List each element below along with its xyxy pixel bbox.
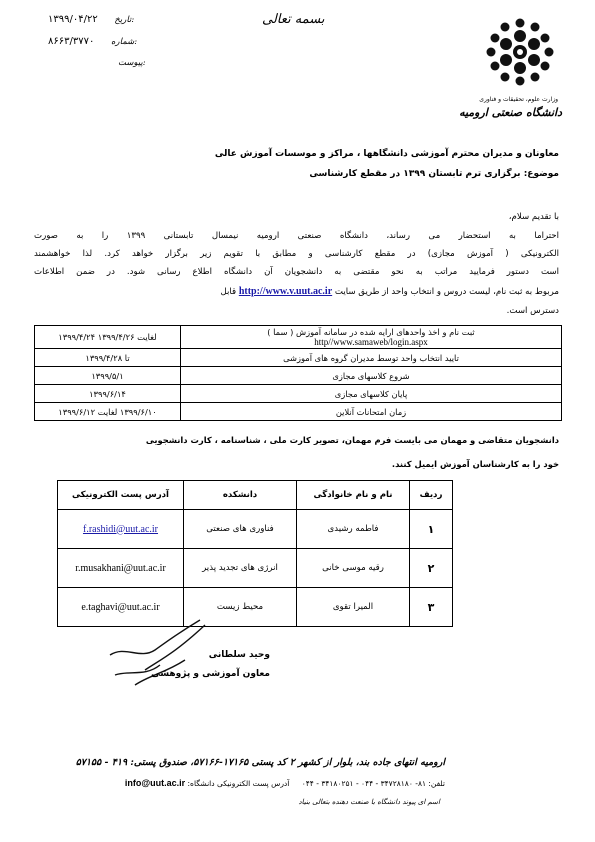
subject: موضوع: برگزاری ترم تابستان ۱۳۹۹ در مقطع کارشناسی xyxy=(309,169,559,179)
footer-motto: اسم ای پیوند دانشگاه با صنعت دهنده بتعالی بنیاد xyxy=(298,798,440,806)
date-row xyxy=(48,14,134,25)
schedule-desc: زمان امتحانات آنلاین xyxy=(181,403,562,421)
body-line-1: احتراما به استحضار می رساند، دانشگاه صنعتی ارومیه نیمسال تابستانی ۱۳۹۹ را به صورت xyxy=(34,231,559,241)
body-line-4-text: مربوط به ثبت نام، لیست دروس و انتخاب واحد از طریق سایت xyxy=(334,287,559,297)
footer-phone: تلفن: ۸۱- ۳۴۷۲۸۱۸۰ - ۰۴۴ - ۳۴۱۸۰۲۵۱ - ۰۴۴ xyxy=(301,779,445,788)
cell-name: المیرا تقوی xyxy=(297,588,410,627)
cell-faculty: محیط زیست xyxy=(184,588,297,627)
table-row xyxy=(58,510,453,549)
number-value: ۸۶۶۳/۳۷۷۰ xyxy=(48,36,95,47)
university-logo xyxy=(458,18,562,128)
cell-row-number: ۱ xyxy=(410,510,453,549)
schedule-desc: پایان کلاسهای مجازی xyxy=(181,385,562,403)
email-text: r.musakhani@uut.ac.ir xyxy=(75,562,166,574)
schedule-desc: تایید انتخاب واحد توسط مدیران گروه های آموزشی xyxy=(181,349,562,367)
cell-faculty: انرژی های تجدید پذیر xyxy=(184,549,297,588)
cell-row-number: ۳ xyxy=(410,588,453,627)
body-line-4-suffix: قابل xyxy=(220,287,237,297)
date-label: تاریخ: xyxy=(114,15,135,25)
recipients: معاونان و مدیران محترم آموزشی دانشگاهها ، مراکز و موسسات آموزش عالی xyxy=(214,149,559,159)
contacts-table xyxy=(57,480,453,627)
col-header-email: آدرس پست الکترونیکی xyxy=(58,481,184,510)
col-header-row-number: ردیف xyxy=(410,481,453,510)
schedule-date: ۱۳۹۹/۶/۱۴ xyxy=(35,385,181,403)
date-value: ۱۳۹۹/۰۴/۲۲ xyxy=(48,14,98,25)
table-row xyxy=(35,349,562,367)
note-line-2: خود را به کارشناسان آموزش ایمیل کنند. xyxy=(391,459,559,469)
footer-email: info@uut.ac.ir xyxy=(124,778,186,788)
samaweb-url: http//www.samaweb/login.aspx xyxy=(314,337,428,347)
website-link[interactable]: http://www.v.uut.ac.ir xyxy=(238,286,333,297)
cell-row-number: ۲ xyxy=(410,549,453,588)
cell-name: فاطمه رشیدی xyxy=(297,510,410,549)
number-label: شماره: xyxy=(111,37,138,47)
schedule-date: ۱۳۹۹/۴/۲۴ لغایت ۱۳۹۹/۴/۲۶ xyxy=(35,326,181,349)
body-line-5: دسترس است. xyxy=(506,306,559,316)
table-row xyxy=(35,326,562,349)
schedule-desc: شروع کلاسهای مجازی xyxy=(181,367,562,385)
signatory-title: معاون آموزشی و پژوهشی xyxy=(151,669,270,679)
col-header-name: نام و نام خانوادگی xyxy=(297,481,410,510)
basmala: بسمه تعالی xyxy=(262,12,325,27)
body-line-4 xyxy=(34,285,559,300)
table-row xyxy=(58,549,453,588)
signatory-name: وحید سلطانی xyxy=(208,650,270,660)
cell-name: رقیه موسی خانی xyxy=(297,549,410,588)
logo-ministry-text: وزارت علوم، تحقیقات و فناوری xyxy=(479,96,558,103)
cell-faculty: فناوری های صنعتی xyxy=(184,510,297,549)
body-line-3: است دستور فرمایید مراتب به نحو مقتضی به دانشجویان آن دانشگاه اطلاع رسانی شود. در ضمن اطلاعات xyxy=(34,267,559,277)
table-row xyxy=(35,385,562,403)
email-link[interactable]: f.rashidi@uut.ac.ir xyxy=(82,523,159,535)
university-emblem-icon xyxy=(458,18,562,96)
logo-university-name: دانشگاه صنعتی ارومیه xyxy=(459,106,562,119)
cell-email xyxy=(58,549,184,588)
schedule-date: تا ۱۳۹۹/۴/۲۸ xyxy=(35,349,181,367)
email-text: e.taghavi@uut.ac.ir xyxy=(81,601,160,613)
body-line-2: الکترونیکی ( آموزش مجازی) در مقطع کارشناسی و مطابق با تقویم زیر برگزار خواهد کرد. لذا خواهشمند xyxy=(34,249,559,259)
col-header-faculty: دانشکده xyxy=(184,481,297,510)
table-row xyxy=(35,367,562,385)
schedule-desc-text: ثبت نام و اخذ واحدهای ارایه شده در سامانه آموزش ( سما ) xyxy=(267,327,475,337)
schedule-date: ۱۳۹۹/۶/۱۰ لغایت ۱۳۹۹/۶/۱۲ xyxy=(35,403,181,421)
schedule-table xyxy=(34,325,562,421)
footer-contact-line xyxy=(5,778,445,788)
table-header-row xyxy=(58,481,453,510)
cell-email xyxy=(58,510,184,549)
schedule-date: ۱۳۹۹/۵/۱ xyxy=(35,367,181,385)
greeting: با تقدیم سلام، xyxy=(508,212,559,222)
table-row xyxy=(35,403,562,421)
number-row xyxy=(48,36,137,47)
footer-email-label: آدرس پست الکترونیکی دانشگاه: xyxy=(187,779,290,788)
footer-address: ارومیه انتهای جاده بند، بلوار از کشهر ۲ کد پستی ۱۷۱۶۵-۵۷۱۶۶، صندوق پستی: ۴۱۹ - ۵۷۱۵۵ xyxy=(75,757,445,768)
note-line-1: دانشجویان متقاضی و مهمان می بایست فرم مهمان، تصویر کارت ملی ، شناسنامه ، کارت دانشجویی xyxy=(145,435,559,445)
schedule-desc xyxy=(181,326,562,349)
attachment-label: پیوست: xyxy=(118,58,146,68)
